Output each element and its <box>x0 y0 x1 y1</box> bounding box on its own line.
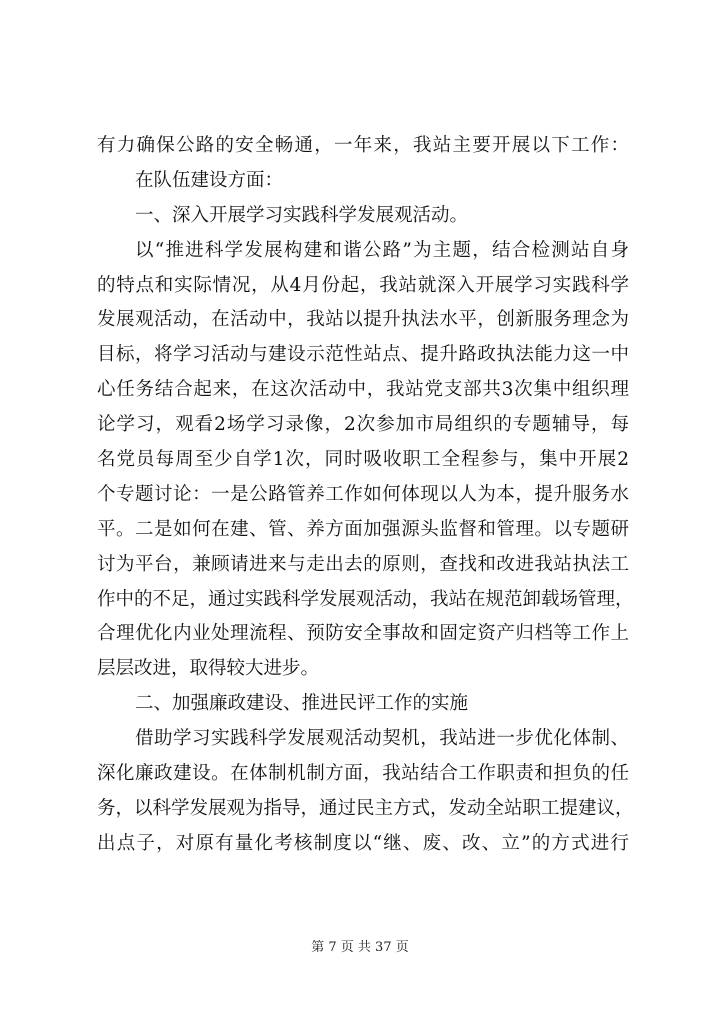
text-line: 平。二是如何在建、管、养方面加强源头监督和管理。以专题研 <box>97 518 629 540</box>
text-line: 务，以科学发展观为指导，通过民主方式，发动全站职工提建议， <box>97 797 634 819</box>
text-line: 发展观活动，在活动中，我站以提升执法水平，创新服务理念为 <box>97 309 629 331</box>
text-line: 作中的不足，通过实践科学发展观活动，我站在规范卸载场管理， <box>97 588 634 610</box>
text-line: 二、加强廉政建设、推进民评工作的实施 <box>135 693 469 715</box>
text-line: 的特点和实际情况，从4月份起，我站就深入开展学习实践科学 <box>97 274 629 296</box>
text-line: 深化廉政建设。在体制机制方面，我站结合工作职责和担负的任 <box>97 763 629 785</box>
text-line: 借助学习实践科学发展观活动契机，我站进一步优化体制、 <box>135 728 629 750</box>
text-line: 在队伍建设方面： <box>135 169 284 191</box>
text-line: 层层改进，取得较大进步。 <box>97 658 320 680</box>
page-footer: 第 7 页 共 37 页 <box>311 940 409 955</box>
text-line: 名党员每周至少自学1次，同时吸收职工全程参与，集中开展2 <box>97 449 629 471</box>
text-line: 讨为平台，兼顾请进来与走出去的原则，查找和改进我站执法工 <box>97 553 629 575</box>
text-line: 论学习，观看2场学习录像，2次参加市局组织的专题辅导，每 <box>97 414 629 436</box>
text-line: 心任务结合起来，在这次活动中，我站党支部共3次集中组织理 <box>97 379 629 401</box>
text-line: 一、深入开展学习实践科学发展观活动。 <box>135 204 469 226</box>
text-line: 出点子，对原有量化考核制度以“继、废、改、立”的方式进行 <box>97 832 629 854</box>
body-text <box>97 129 634 862</box>
text-line: 个专题讨论：一是公路管养工作如何体现以人为本，提升服务水 <box>97 483 629 505</box>
text-line: 有力确保公路的安全畅通，一年来，我站主要开展以下工作： <box>97 135 629 156</box>
text-line: 合理优化内业处理流程、预防安全事故和固定资产归档等工作上 <box>97 623 629 645</box>
text-line: 目标，将学习活动与建设示范性站点、提升路政执法能力这一中 <box>97 344 629 366</box>
text-line: 以“推进科学发展构建和谐公路”为主题，结合检测站自身 <box>135 239 629 261</box>
